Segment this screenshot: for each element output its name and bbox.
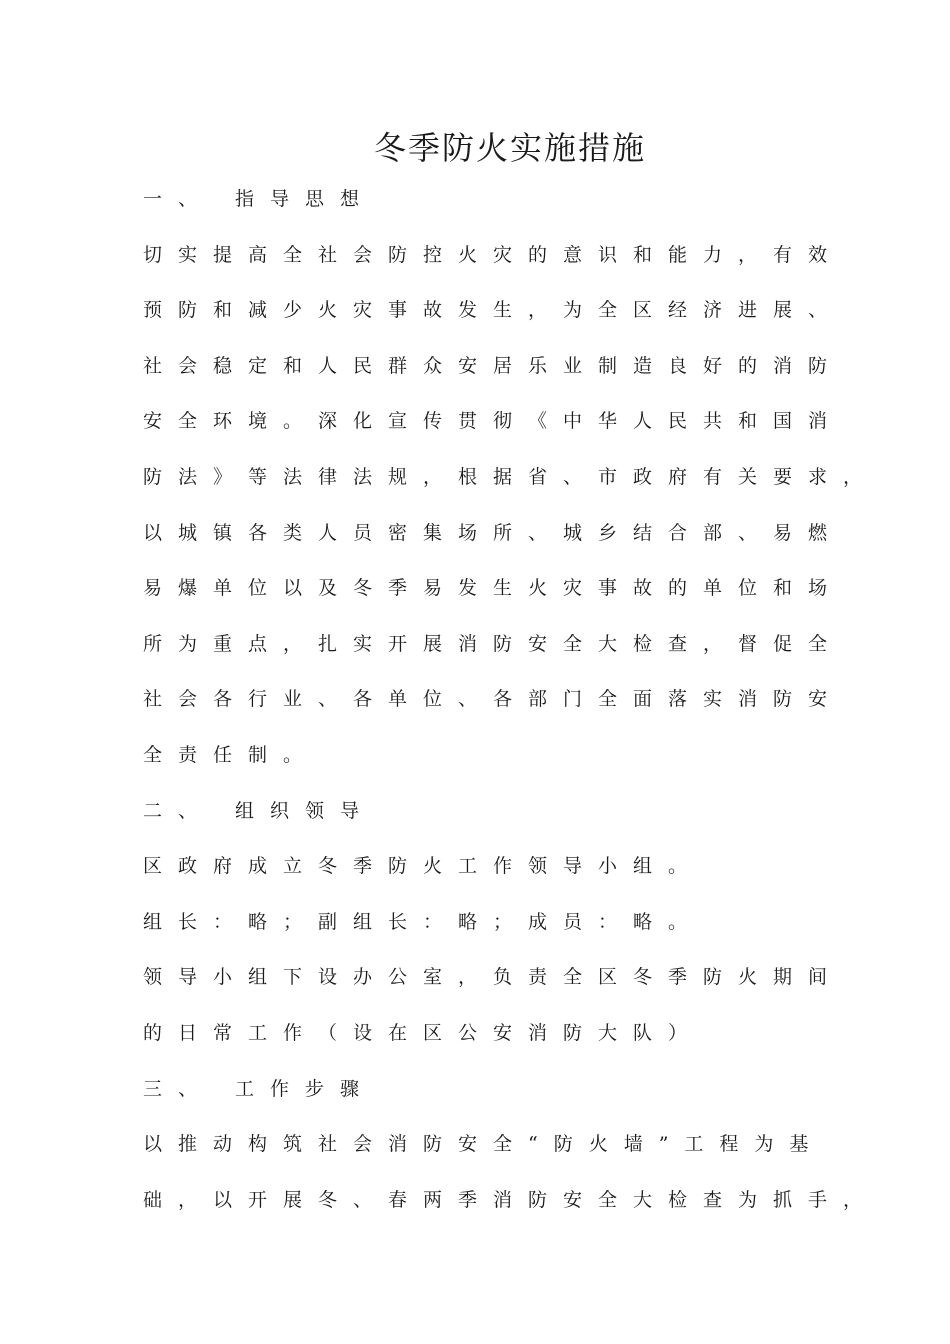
body-line: 以城镇各类人员密集场所、城乡结合部、易燃 xyxy=(143,521,844,544)
body-line: 的日常工作（设在区公安消防大队） xyxy=(143,1021,704,1044)
body-line: 社会稳定和人民群众安居乐业制造良好的消防 xyxy=(143,354,844,377)
body-line: 领导小组下设办公室，负责全区冬季防火期间 xyxy=(143,966,844,989)
body-line: 全责任制。 xyxy=(143,743,319,766)
document-title: 冬季防火实施措施 xyxy=(373,129,646,167)
body-line: 以推动构筑社会消防安全“防火墙”工程为基 xyxy=(143,1133,825,1156)
body-line: 预防和减少火灾事故发生，为全区经济进展、 xyxy=(143,299,844,322)
body-line: 易爆单位以及冬季易发生火灾事故的单位和场 xyxy=(143,577,844,600)
body-line: 切实提高全社会防控火灾的意识和能力，有效 xyxy=(143,243,844,266)
body-line: 组长：略；副组长：略；成员：略。 xyxy=(143,910,704,933)
body-line: 社会各行业、各单位、各部门全面落实消防安 xyxy=(143,688,844,711)
body-line: 础，以开展冬、春两季消防安全大检查为抓手， xyxy=(143,1188,879,1211)
section-heading: 二、 组织领导 xyxy=(143,799,376,822)
body-line: 防法》等法律法规，根据省、市政府有关要求， xyxy=(143,465,879,488)
section-heading: 三、 工作步骤 xyxy=(143,1077,376,1100)
body-line: 所为重点，扎实开展消防安全大检查，督促全 xyxy=(143,632,844,655)
body-line: 区政府成立冬季防火工作领导小组。 xyxy=(143,855,704,878)
document-body xyxy=(143,172,879,1228)
body-line: 安全环境。深化宣传贯彻《中华人民共和国消 xyxy=(143,410,844,433)
section-heading: 一、 指导思想 xyxy=(143,188,376,210)
